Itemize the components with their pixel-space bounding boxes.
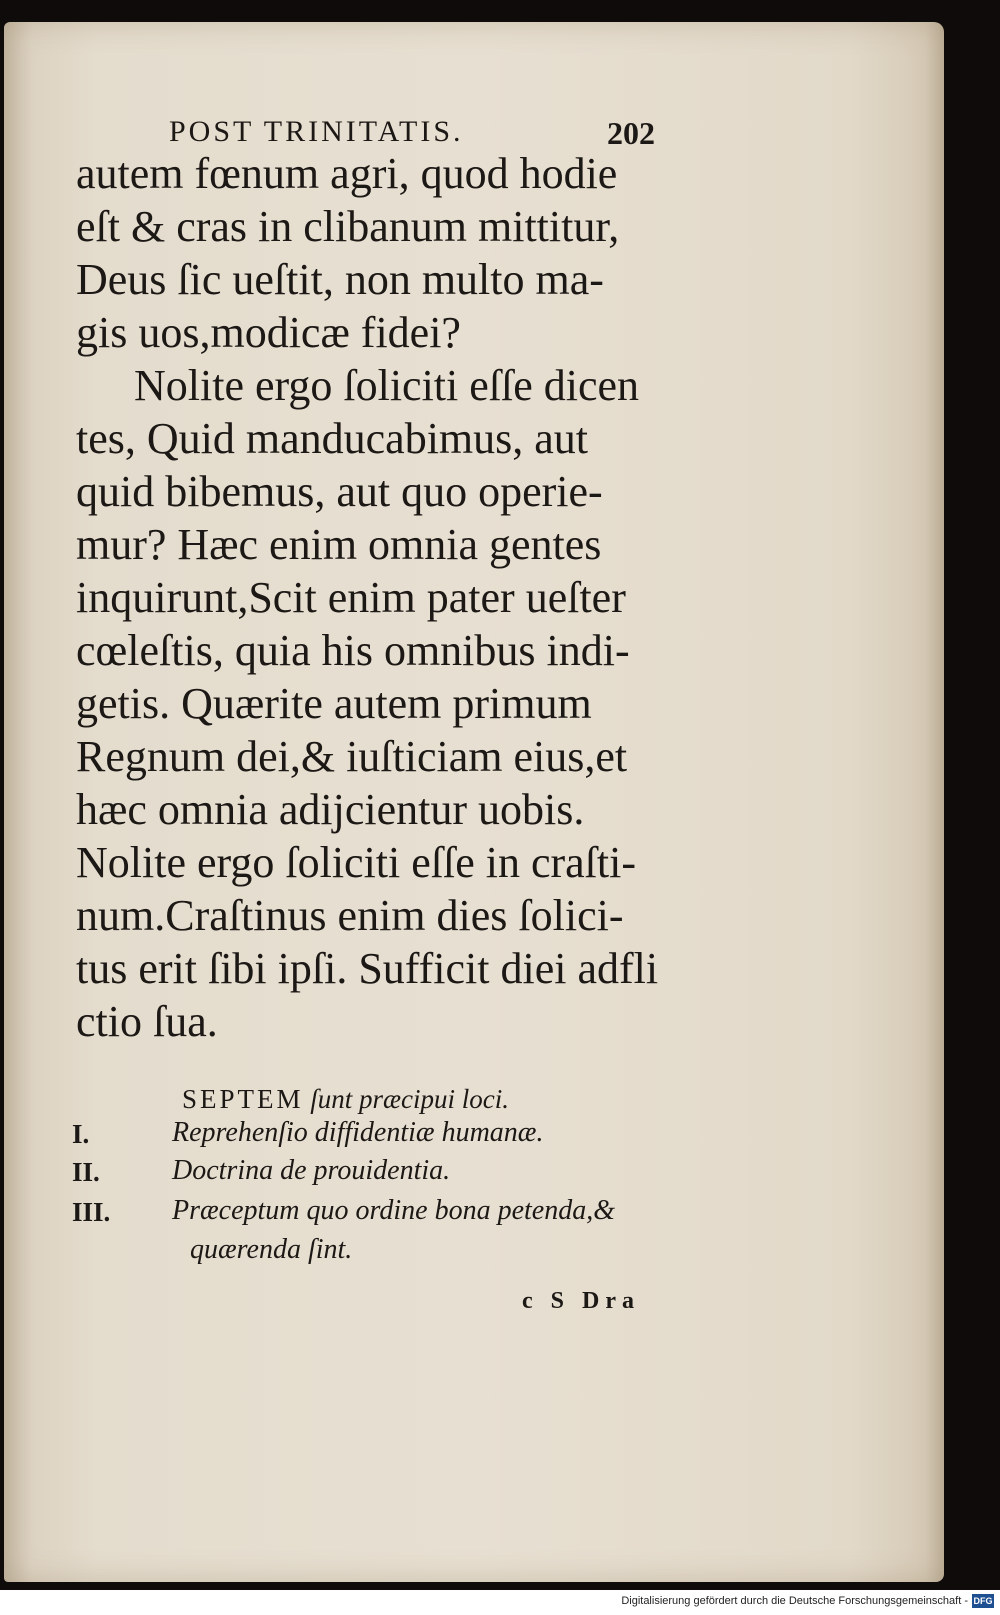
- body-line: inquirunt,Scit enim pater ueſter: [76, 573, 626, 622]
- locus-text: Reprehenſio diffidentiæ humanæ.: [172, 1117, 544, 1148]
- body-line: Nolite ergo ſoliciti eſſe in craſti-: [76, 838, 637, 887]
- locus-text: Doctrina de prouidentia.: [172, 1155, 451, 1186]
- body-line: quid bibemus, aut quo operie-: [76, 467, 603, 516]
- body-line: ctio ſua.: [76, 997, 218, 1046]
- heading-caps: SEPTEM: [182, 1084, 304, 1114]
- body-line: Deus ſic ueſtit, non multo ma-: [76, 255, 604, 304]
- locus-text-continuation: quærenda ſint.: [190, 1234, 353, 1265]
- loci-heading: [182, 1084, 509, 1115]
- body-line: gis uos,modicæ fidei?: [76, 308, 461, 357]
- locus-numeral: III.: [72, 1197, 111, 1227]
- body-line: eſt & cras in clibanum mittitur,: [76, 202, 620, 251]
- body-line: mur? Hæc enim omnia gentes: [76, 520, 602, 569]
- dfg-logo: DFG: [973, 1596, 993, 1606]
- body-line: hæc omnia adijcientur uobis.: [76, 785, 585, 834]
- body-line: autem fœnum agri, quod hodie: [76, 149, 618, 198]
- locus-numeral: II.: [72, 1157, 100, 1187]
- heading-rest: ſunt præcipui loci.: [310, 1084, 510, 1114]
- body-line: num.Craſtinus enim dies ſolici-: [76, 891, 624, 940]
- body-line: Regnum dei,& iuſticiam eius,et: [76, 732, 628, 781]
- running-head: POST TRINITATIS.: [169, 115, 464, 148]
- body-line: getis. Quærite autem primum: [76, 679, 592, 728]
- book-page: [4, 22, 944, 1582]
- body-line: Nolite ergo ſoliciti eſſe dicen: [134, 361, 640, 410]
- locus-numeral: I.: [72, 1119, 90, 1149]
- body-line: tus erit ſibi ipſi. Sufficit diei adfli: [76, 944, 659, 993]
- body-line: tes, Quid manducabimus, aut: [76, 414, 589, 463]
- locus-text: Præceptum quo ordine bona petenda,&: [172, 1195, 616, 1226]
- signature-mark: c S Dra: [522, 1288, 640, 1314]
- body-line: cœleſtis, quia his omnibus indi-: [76, 626, 630, 675]
- page-number: 202: [607, 115, 655, 151]
- digitization-credit: Digitalisierung gefördert durch die Deutsche Forschungsgemeinschaft -: [621, 1595, 968, 1607]
